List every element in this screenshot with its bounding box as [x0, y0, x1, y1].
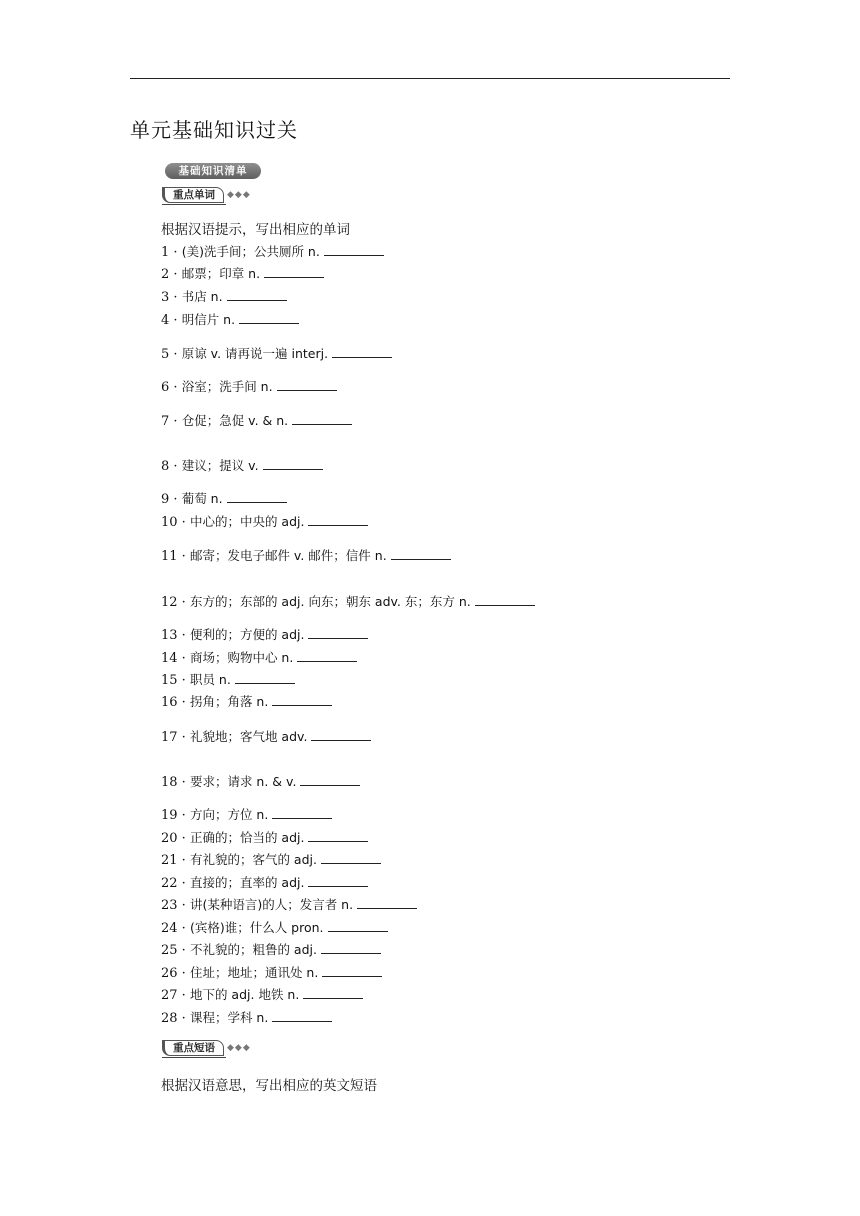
answer-blank[interactable] — [272, 806, 332, 819]
header-rule — [130, 78, 730, 79]
word-item: 14 · 商场；购物中心 n. — [161, 648, 357, 666]
word-item: 4 · 明信片 n. — [161, 310, 299, 328]
answer-blank[interactable] — [357, 896, 417, 909]
word-item: 19 · 方向；方位 n. — [161, 805, 332, 823]
word-item: 6 · 浴室；洗手间 n. — [161, 377, 337, 395]
word-item: 26 · 住址；地址；通讯处 n. — [161, 963, 382, 981]
word-item: 17 · 礼貌地；客气地 adv. — [161, 727, 371, 745]
answer-blank[interactable] — [324, 243, 384, 256]
page-title: 单元基础知识过关 — [130, 118, 298, 142]
phrases-instruction: 根据汉语意思，写出相应的英文短语 — [161, 1078, 377, 1094]
answer-blank[interactable] — [311, 728, 371, 741]
word-item: 23 · 讲(某种语言)的人；发言者 n. — [161, 895, 417, 913]
word-item: 16 · 拐角；角落 n. — [161, 692, 332, 710]
word-item: 1 · (美)洗手间；公共厕所 n. — [161, 242, 384, 260]
answer-blank[interactable] — [292, 412, 352, 425]
word-item: 11 · 邮寄；发电子邮件 v. 邮件；信件 n. — [161, 546, 451, 564]
answer-blank[interactable] — [321, 941, 381, 954]
diamond-icon: ◆◆◆ — [227, 1043, 251, 1053]
answer-blank[interactable] — [272, 693, 332, 706]
word-item: 22 · 直接的；直率的 adj. — [161, 873, 368, 891]
answer-blank[interactable] — [227, 288, 287, 301]
answer-blank[interactable] — [277, 378, 337, 391]
key-words-tag-label: 重点单词 — [162, 187, 224, 203]
word-item: 24 · (宾格)谁；什么人 pron. — [161, 918, 388, 936]
word-item: 3 · 书店 n. — [161, 287, 287, 305]
word-item: 28 · 课程；学科 n. — [161, 1008, 332, 1026]
word-item: 2 · 邮票；印章 n. — [161, 264, 324, 282]
answer-blank[interactable] — [303, 986, 363, 999]
answer-blank[interactable] — [328, 919, 388, 932]
word-item: 7 · 仓促；急促 v. & n. — [161, 411, 352, 429]
answer-blank[interactable] — [308, 829, 368, 842]
word-item: 18 · 要求；请求 n. & v. — [161, 772, 360, 790]
answer-blank[interactable] — [332, 345, 392, 358]
answer-blank[interactable] — [235, 671, 295, 684]
word-item: 9 · 葡萄 n. — [161, 489, 287, 507]
word-item: 8 · 建议；提议 v. — [161, 456, 323, 474]
answer-blank[interactable] — [308, 513, 368, 526]
answer-blank[interactable] — [322, 964, 382, 977]
words-instruction: 根据汉语提示，写出相应的单词 — [161, 222, 350, 238]
word-item: 15 · 职员 n. — [161, 670, 295, 688]
word-item: 13 · 便利的；方便的 adj. — [161, 625, 368, 643]
key-phrases-tag — [162, 1040, 251, 1056]
answer-blank[interactable] — [391, 547, 451, 560]
answer-blank[interactable] — [264, 265, 324, 278]
answer-blank[interactable] — [263, 457, 323, 470]
word-item: 21 · 有礼貌的；客气的 adj. — [161, 850, 381, 868]
answer-blank[interactable] — [308, 626, 368, 639]
key-phrases-tag-label: 重点短语 — [162, 1040, 224, 1056]
key-words-tag — [162, 187, 251, 203]
word-item: 12 · 东方的；东部的 adj. 向东；朝东 adv. 东；东方 n. — [161, 592, 535, 610]
word-item: 5 · 原谅 v. 请再说一遍 interj. — [161, 344, 392, 362]
answer-blank[interactable] — [297, 649, 357, 662]
answer-blank[interactable] — [321, 851, 381, 864]
word-item: 27 · 地下的 adj. 地铁 n. — [161, 985, 363, 1003]
answer-blank[interactable] — [227, 490, 287, 503]
section-badge: 基础知识清单 — [165, 163, 261, 179]
answer-blank[interactable] — [308, 874, 368, 887]
answer-blank[interactable] — [272, 1009, 332, 1022]
diamond-icon: ◆◆◆ — [227, 190, 251, 200]
word-item: 25 · 不礼貌的；粗鲁的 adj. — [161, 940, 381, 958]
word-item: 10 · 中心的；中央的 adj. — [161, 512, 368, 530]
answer-blank[interactable] — [475, 593, 535, 606]
answer-blank[interactable] — [239, 311, 299, 324]
answer-blank[interactable] — [300, 773, 360, 786]
word-item: 20 · 正确的；恰当的 adj. — [161, 828, 368, 846]
